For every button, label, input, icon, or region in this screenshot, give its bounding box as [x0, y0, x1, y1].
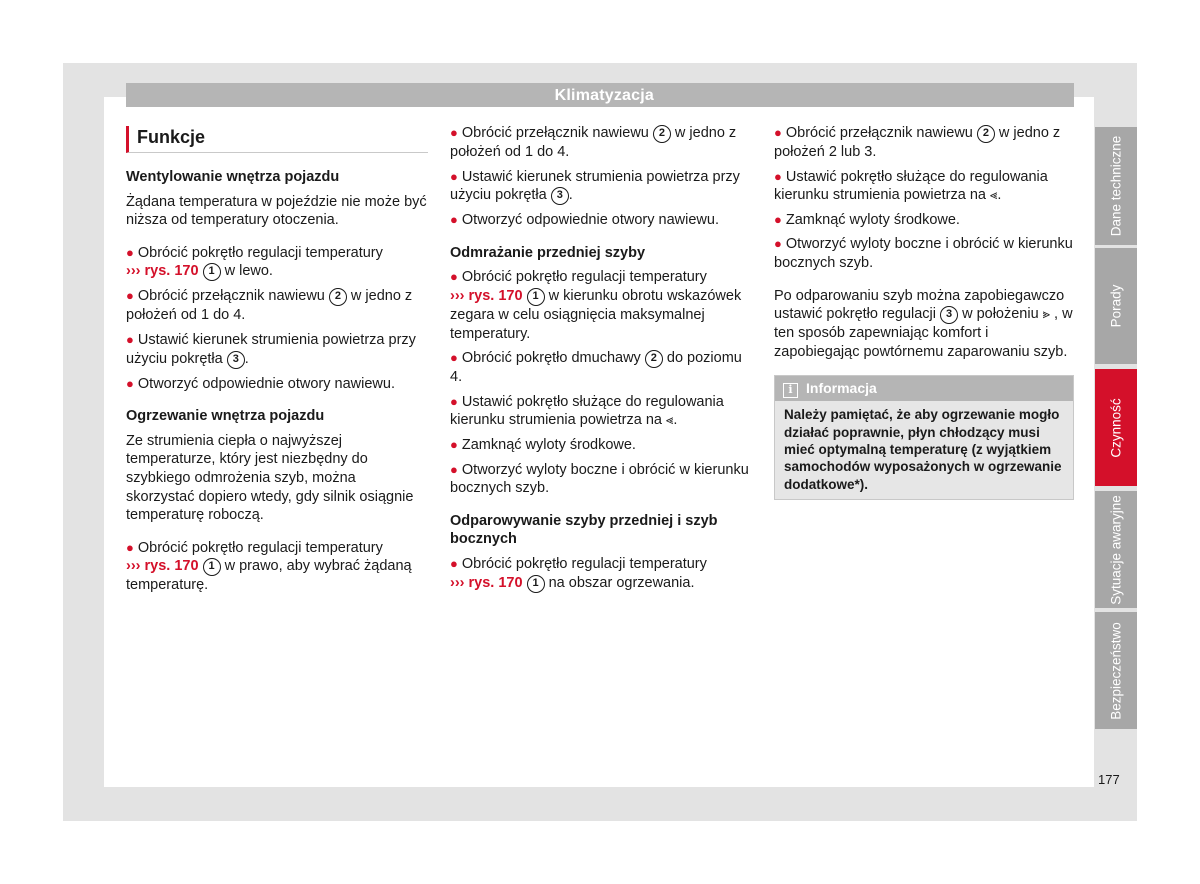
side-tab-porady[interactable]: Porady	[1095, 248, 1137, 364]
control-number-badge: 1	[527, 288, 545, 306]
step-item: ● Otworzyć odpowiednie otwory nawiewu.	[126, 375, 395, 392]
bullet-icon: ●	[450, 436, 458, 452]
windshield-defrost-icon: ⪡	[990, 187, 998, 203]
control-number-badge: 3	[940, 306, 958, 324]
paragraph: Po odparowaniu szyb można zapobiegawczo ustawić pokrętło regulacji 3 w położeniu ⪢ , w ten sposób zapewniając komfort i zapobiegając powtórnemu zaparowaniu szyb.	[774, 287, 1073, 360]
control-number-badge: 1	[527, 575, 545, 593]
step-item: ● Otworzyć wyloty boczne i obrócić w kierunku bocznych szyb.	[450, 461, 749, 497]
bullet-icon: ●	[126, 539, 134, 555]
step-item: ● Obrócić pokrętło regulacji temperatury ››› rys. 170 1 na obszar ogrzewania.	[450, 555, 707, 591]
page-number: 177	[1098, 772, 1120, 787]
section-title: Funkcje	[126, 126, 428, 153]
side-tab-czynnosc[interactable]: Czynność	[1095, 369, 1137, 486]
control-number-badge: 2	[977, 125, 995, 143]
column-1	[126, 124, 428, 601]
step-item: ● Obrócić pokrętło regulacji temperatury ››› rys. 170 1 w lewo.	[126, 244, 383, 280]
step-item: ● Obrócić przełącznik nawiewu 2 w jedno z położeń od 1 do 4.	[126, 288, 413, 324]
step-item: ● Obrócić pokrętło regulacji temperatury ››› rys. 170 1 w prawo, aby wybrać żądaną temperaturę.	[126, 539, 412, 594]
bullet-icon: ●	[450, 269, 458, 285]
bullet-icon: ●	[126, 288, 134, 304]
heading-odmrazanie: Odmrażanie przedniej szyby	[450, 244, 646, 261]
bullet-icon: ●	[450, 212, 458, 228]
windshield-defrost-icon: ⪡	[666, 412, 674, 428]
step-item: ● Obrócić przełącznik nawiewu 2 w jedno z położeń od 1 do 4.	[450, 125, 737, 160]
heading-ogrzewanie: Ogrzewanie wnętrza pojazdu	[126, 408, 325, 425]
side-tab-bezpieczenstwo[interactable]: Bezpieczeństwo	[1095, 612, 1137, 729]
bullet-icon: ●	[774, 211, 782, 227]
step-item: ● Ustawić kierunek strumienia powietrza przy użyciu pokrętła 3 .	[126, 331, 416, 367]
step-item: ● Obrócić pokrętło dmuchawy 2 do poziomu 4.	[450, 350, 742, 386]
bullet-icon: ●	[450, 125, 458, 140]
step-item: ● Ustawić pokrętło służące do regulowania kierunku strumienia powietrza na ⪡.	[774, 168, 1048, 204]
bullet-icon: ●	[126, 244, 134, 260]
step-item: ● Ustawić pokrętło służące do regulowania kierunku strumienia powietrza na ⪡.	[450, 393, 724, 429]
control-number-badge: 1	[203, 558, 221, 576]
info-box-text: Należy pamiętać, że aby ogrzewanie mogło działać poprawnie, płyn chłodzący musi mieć optymalną temperaturę (z wyjątkiem samochodów wyposażonych w ogrzewanie dodatkowe*).	[775, 401, 1073, 498]
bullet-icon: ●	[450, 168, 458, 184]
control-number-badge: 3	[551, 187, 569, 205]
bullet-icon: ●	[450, 393, 458, 409]
airflow-footwell-windshield-icon: ⪢	[1042, 306, 1051, 322]
control-number-badge: 3	[227, 351, 245, 369]
step-item: ● Ustawić kierunek strumienia powietrza przy użyciu pokrętła 3 .	[450, 168, 740, 204]
step-item: ● Otworzyć odpowiednie otwory nawiewu.	[450, 212, 719, 229]
column-2	[450, 124, 750, 599]
section-header-bar: Klimatyzacja	[126, 83, 1074, 107]
control-number-badge: 2	[329, 288, 347, 306]
bullet-icon: ●	[126, 375, 134, 391]
info-box-header: i Informacja	[775, 376, 1073, 401]
figure-reference-link[interactable]: ››› rys. 170	[126, 558, 199, 575]
heading-wentylowanie: Wentylowanie wnętrza pojazdu	[126, 169, 340, 185]
step-item: ● Obrócić przełącznik nawiewu 2 w jedno z położeń 2 lub 3.	[774, 125, 1061, 160]
step-item: ● Zamknąć wyloty środkowe.	[774, 211, 960, 228]
bullet-icon: ●	[126, 331, 134, 347]
bullet-icon: ●	[774, 168, 782, 184]
bullet-icon: ●	[774, 125, 782, 140]
paragraph: Żądana temperatura w pojeździe nie może być niższa od temperatury otoczenia.	[126, 193, 427, 229]
heading-odparowywanie: Odparowywanie szyby przedniej i szyb bocznych	[450, 512, 718, 548]
step-item: ● Zamknąć wyloty środkowe.	[450, 436, 636, 453]
step-item: ● Obrócić pokrętło regulacji temperatury ››› rys. 170 1 w kierunku obrotu wskazówek zegara w celu osiągnięcia maksymalnej temperatury.	[450, 269, 742, 342]
side-tab-dane-techniczne[interactable]: Dane techniczne	[1095, 127, 1137, 245]
figure-reference-link[interactable]: ››› rys. 170	[450, 287, 523, 304]
bullet-icon: ●	[450, 555, 458, 571]
bullet-icon: ●	[450, 461, 458, 477]
step-item: ● Otworzyć wyloty boczne i obrócić w kierunku bocznych szyb.	[774, 236, 1073, 271]
paragraph: Ze strumienia ciepła o najwyższej temperaturze, który jest niezbędny do szybkiego odmrożenia szyb, można skorzystać dopiero wtedy, gdy silnik osiągnie temperaturę roboczą.	[126, 432, 414, 524]
figure-reference-link[interactable]: ››› rys. 170	[450, 574, 523, 591]
control-number-badge: 2	[653, 125, 671, 143]
control-number-badge: 2	[645, 350, 663, 368]
column-3	[774, 124, 1074, 500]
bullet-icon: ●	[774, 236, 782, 252]
figure-reference-link[interactable]: ››› rys. 170	[126, 263, 199, 280]
bullet-icon: ●	[450, 350, 458, 366]
info-box	[774, 375, 1074, 499]
control-number-badge: 1	[203, 263, 221, 281]
side-tab-sytuacje-awaryjne[interactable]: Sytuacje awaryjne	[1095, 491, 1137, 608]
info-icon: i	[783, 383, 798, 398]
